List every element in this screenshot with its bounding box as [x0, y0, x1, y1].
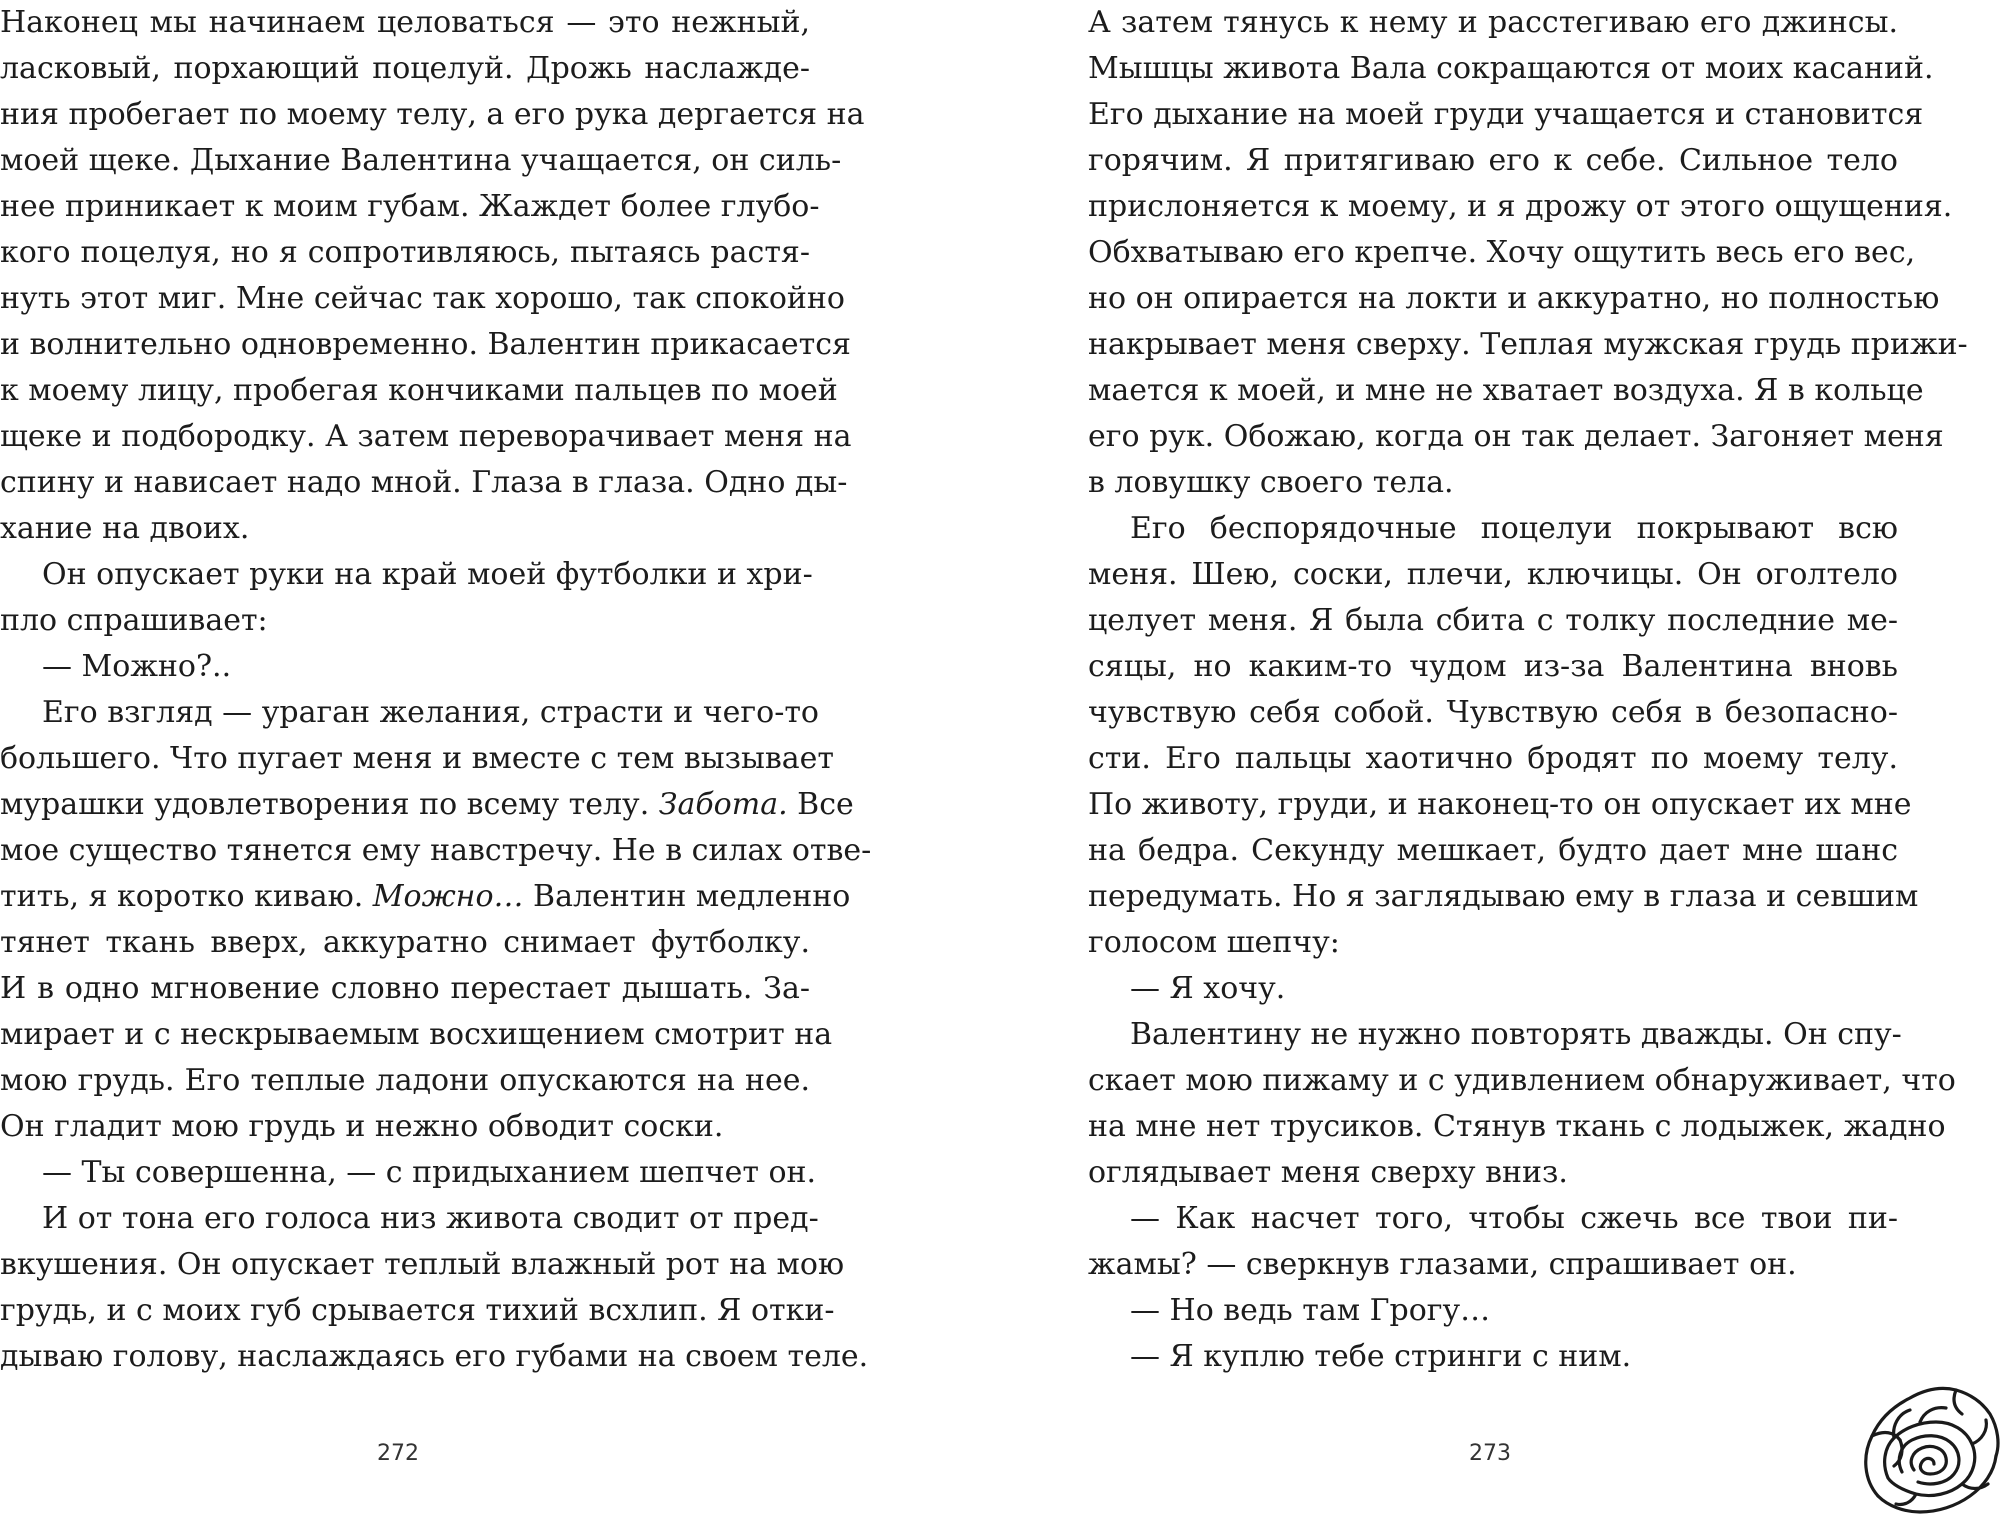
- text-line: [0, 1104, 810, 1150]
- text-line: [1088, 506, 1898, 552]
- text-segment: мою грудь. Его теплые ладони опускаются на нее.: [0, 1063, 810, 1098]
- text-segment: накрывает меня сверху. Теплая мужская грудь прижи-: [1088, 327, 1968, 362]
- text-segment: — Я хочу.: [1130, 971, 1286, 1006]
- text-segment: на мне нет трусиков. Стянув ткань с лодыжек, жадно: [1088, 1109, 1946, 1144]
- text-segment: сяцы, но каким-то чудом из-за Валентина вновь: [1088, 649, 1898, 684]
- text-line: [1088, 92, 1924, 138]
- text-line: [1088, 1150, 1898, 1196]
- text-segment: к моему лицу, пробегая кончиками пальцев по моей: [0, 373, 838, 408]
- text-segment: ласковый, порхающий поцелуй. Дрожь наслажде-: [0, 51, 810, 86]
- text-segment: сти. Его пальцы хаотично бродят по моему телу.: [1088, 741, 1898, 776]
- text-segment: — Я куплю тебе стринги с ним.: [1130, 1339, 1632, 1374]
- text-segment: на бедра. Секунду мешкает, будто дает мне шанс: [1088, 833, 1898, 868]
- text-line: [1088, 368, 1924, 414]
- text-segment: передумать. Но я заглядываю ему в глаза и севшим: [1088, 879, 1919, 914]
- text-segment: Валентину не нужно повторять дважды. Он спу-: [1130, 1017, 1902, 1052]
- text-segment: По животу, груди, и наконец-то он опускает их мне: [1088, 787, 1912, 822]
- text-line: [1088, 0, 1898, 46]
- text-line: [0, 230, 810, 276]
- text-segment: И от тона его голоса низ живота сводит от пред-: [42, 1201, 819, 1236]
- text-line: [1088, 1242, 1898, 1288]
- text-line: [0, 1196, 819, 1242]
- text-line: [1088, 1058, 1956, 1104]
- text-segment: Его дыхание на моей груди учащается и становится: [1088, 97, 1924, 132]
- text-line: [1088, 414, 1944, 460]
- text-line: [0, 276, 845, 322]
- text-line: [1088, 276, 1940, 322]
- text-line: [1088, 1288, 1898, 1334]
- text-segment: А затем тянусь к нему и расстегиваю его джинсы.: [1088, 5, 1898, 40]
- text-segment: кого поцелуя, но я сопротивляюсь, пытаясь растя-: [0, 235, 810, 270]
- text-segment: скает мою пижаму и с удивлением обнаруживает, что: [1088, 1063, 1956, 1098]
- text-line: [1088, 828, 1898, 874]
- text-line: [1088, 782, 1912, 828]
- text-segment: Обхватываю его крепче. Хочу ощутить весь его вес,: [1088, 235, 1916, 270]
- text-line: [0, 644, 810, 690]
- text-line: [0, 920, 810, 966]
- text-line: [0, 1058, 810, 1104]
- italic-text: Можно…: [372, 879, 524, 914]
- text-segment: И в одно мгновение словно перестает дышать. За-: [0, 971, 810, 1006]
- text-line: [0, 828, 872, 874]
- text-segment: Все: [787, 787, 854, 822]
- text-line: [0, 138, 842, 184]
- text-segment: — Как насчет того, чтобы сжечь все твои пи-: [1130, 1201, 1898, 1236]
- text-segment: прислоняется к моему, и я дрожу от этого ощущения.: [1088, 189, 1953, 224]
- text-segment: нее приникает к моим губам. Жаждет более глубо-: [0, 189, 820, 224]
- text-line: [1088, 966, 1898, 1012]
- text-line: [1088, 460, 1898, 506]
- text-segment: Его взгляд — ураган желания, страсти и чего-то: [42, 695, 819, 730]
- text-line: [0, 874, 851, 920]
- text-segment: большего. Что пугает меня и вместе с тем вызывает: [0, 741, 834, 776]
- text-line: [1088, 230, 1916, 276]
- text-segment: грудь, и с моих губ срывается тихий всхлип. Я отки-: [0, 1293, 835, 1328]
- text-segment: мается к моей, и мне не хватает воздуха. Я в кольце: [1088, 373, 1924, 408]
- text-line: [0, 322, 851, 368]
- text-segment: моей щеке. Дыхание Валентина учащается, он силь-: [0, 143, 842, 178]
- text-line: [0, 598, 810, 644]
- text-line: [0, 1334, 869, 1380]
- text-line: [0, 368, 838, 414]
- text-segment: мирает и с нескрываемым восхищением смотрит на: [0, 1017, 833, 1052]
- text-line: [0, 736, 834, 782]
- text-segment: спину и нависает надо мной. Глаза в глаза. Одно ды-: [0, 465, 848, 500]
- text-line: [1088, 1334, 1898, 1380]
- text-line: [1088, 736, 1898, 782]
- text-segment: Мышцы живота Вала сокращаются от моих касаний.: [1088, 51, 1934, 86]
- text-segment: — Можно?..: [42, 649, 232, 684]
- rose-icon: [1858, 1378, 2000, 1518]
- text-line: [0, 1288, 835, 1334]
- text-line: [1088, 552, 1898, 598]
- text-segment: — Но ведь там Грогу…: [1130, 1293, 1491, 1328]
- text-segment: нуть этот миг. Мне сейчас так хорошо, так спокойно: [0, 281, 845, 316]
- text-segment: но он опирается на локти и аккуратно, но полностью: [1088, 281, 1940, 316]
- text-line: [1088, 1012, 1902, 1058]
- text-line: [1088, 138, 1898, 184]
- text-segment: голосом шепчу:: [1088, 925, 1340, 960]
- text-segment: щеке и подбородку. А затем переворачивает меня на: [0, 419, 852, 454]
- text-segment: чувствую себя собой. Чувствую себя в безопасно-: [1088, 695, 1898, 730]
- text-line: [0, 460, 848, 506]
- text-segment: ния пробегает по моему телу, а его рука дергается на: [0, 97, 865, 132]
- text-segment: Валентин медленно: [523, 879, 851, 914]
- text-line: [1088, 1104, 1946, 1150]
- text-segment: Его беспорядочные поцелуи покрывают всю: [1130, 511, 1898, 546]
- text-segment: мое существо тянется ему навстречу. Не в силах отве-: [0, 833, 872, 868]
- text-segment: целует меня. Я была сбита с толку последние ме-: [1088, 603, 1898, 638]
- text-segment: жамы? — сверкнув глазами, спрашивает он.: [1088, 1247, 1797, 1282]
- text-line: [0, 46, 810, 92]
- text-segment: Он гладит мою грудь и нежно обводит соски.: [0, 1109, 724, 1144]
- text-line: [0, 506, 810, 552]
- text-line: [1088, 920, 1898, 966]
- left-page-text: [0, 0, 872, 1380]
- text-segment: Он опускает руки на край моей футболки и хри-: [42, 557, 813, 592]
- text-line: [1088, 644, 1898, 690]
- page-number-left: 272: [377, 1441, 419, 1466]
- text-line: [1088, 46, 1934, 92]
- text-line: [0, 184, 820, 230]
- text-line: [0, 782, 854, 828]
- text-segment: оглядывает меня сверху вниз.: [1088, 1155, 1568, 1190]
- text-line: [1088, 690, 1898, 736]
- text-line: [0, 690, 819, 736]
- text-segment: меня. Шею, соски, плечи, ключицы. Он оголтело: [1088, 557, 1898, 592]
- text-line: [0, 1150, 817, 1196]
- text-line: [0, 92, 865, 138]
- text-line: [0, 0, 810, 46]
- text-segment: тянет ткань вверх, аккуратно снимает футболку.: [0, 925, 810, 960]
- text-line: [0, 552, 813, 598]
- text-segment: горячим. Я притягиваю его к себе. Сильное тело: [1088, 143, 1898, 178]
- text-segment: его рук. Обожаю, когда он так делает. Загоняет меня: [1088, 419, 1944, 454]
- text-line: [1088, 874, 1919, 920]
- text-line: [1088, 184, 1953, 230]
- text-segment: дываю голову, наслаждаясь его губами на своем теле.: [0, 1339, 869, 1374]
- text-line: [0, 414, 852, 460]
- text-line: [1088, 1196, 1898, 1242]
- text-segment: Наконец мы начинаем целоваться — это нежный,: [0, 5, 810, 40]
- text-segment: вкушения. Он опускает теплый влажный рот на мою: [0, 1247, 845, 1282]
- text-segment: — Ты совершенна, — с придыханием шепчет он.: [42, 1155, 817, 1190]
- italic-text: Забота.: [658, 787, 788, 822]
- text-segment: и волнительно одновременно. Валентин прикасается: [0, 327, 851, 362]
- text-segment: мурашки удовлетворения по всему телу.: [0, 787, 659, 822]
- text-line: [0, 1012, 833, 1058]
- text-segment: пло спрашивает:: [0, 603, 268, 638]
- page-number-right: 273: [1469, 1441, 1511, 1466]
- right-page-text: [1088, 0, 1968, 1380]
- text-line: [1088, 598, 1898, 644]
- text-segment: в ловушку своего тела.: [1088, 465, 1454, 500]
- text-line: [0, 1242, 845, 1288]
- text-segment: тить, я коротко киваю.: [0, 879, 373, 914]
- text-segment: хание на двоих.: [0, 511, 250, 546]
- text-line: [0, 966, 810, 1012]
- text-line: [1088, 322, 1968, 368]
